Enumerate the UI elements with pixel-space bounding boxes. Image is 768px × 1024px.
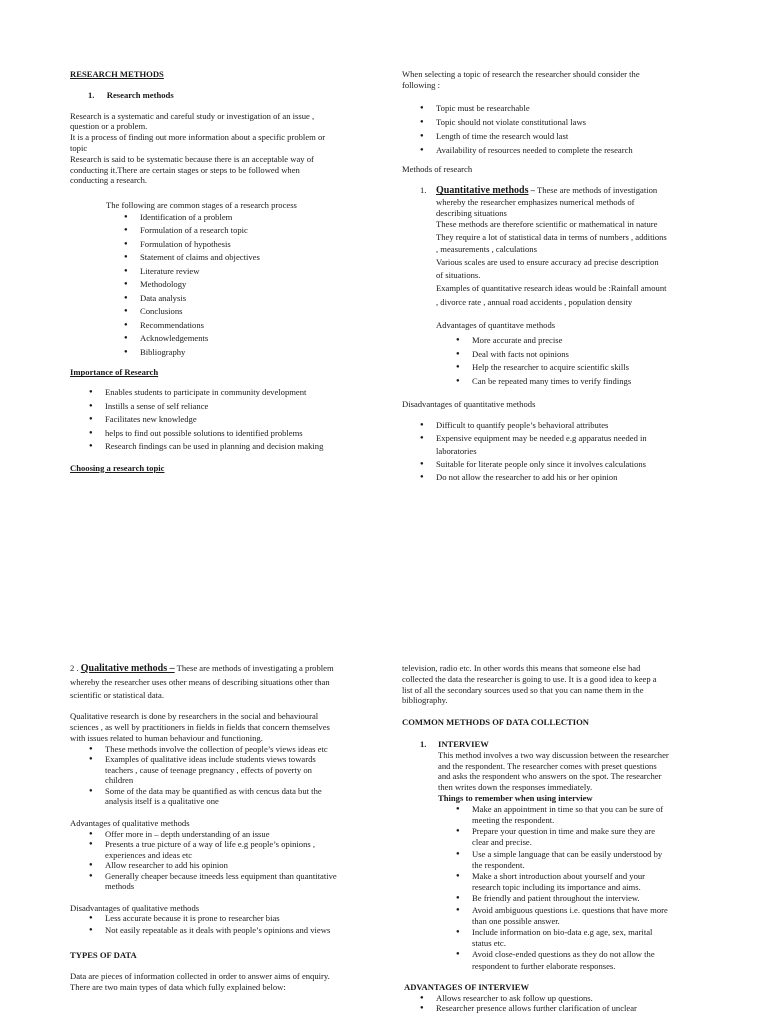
list-item: ● Less accurate because it is prone to researcher bias	[105, 913, 370, 925]
list-item	[436, 458, 702, 471]
list-item: ● Bibliography	[140, 346, 370, 360]
item-text: Include information on bio-data e.g age, sex, marital	[472, 927, 653, 937]
quant-line: Various scales are used to ensure accuracy ad precise description	[436, 257, 659, 268]
item-text: Some of the data may be quantified as with cencus data but the	[105, 785, 322, 796]
list-item: ● Can be repeated many times to verify findings	[472, 375, 702, 389]
qual-advantages-title: Advantages of qualitative methods	[70, 817, 190, 828]
research-methods-heading	[70, 90, 370, 101]
list-item: ● Availability of resources needed to complete the research	[436, 143, 702, 157]
item-text: Suitable for literate people only since it involves calculations	[436, 458, 647, 469]
intro-line: It is a process of finding out more information about a specific problem or	[70, 132, 326, 143]
item-text: analysis itself is a qualitative one	[105, 796, 219, 807]
item-text: Allow researcher to add his opinion	[105, 860, 228, 871]
qual-line: whereby the researcher uses other means of describing situations other than	[70, 676, 330, 687]
list-item	[472, 893, 712, 904]
quant-line: These are methods of investigation	[534, 185, 658, 196]
topic-intro-line: following :	[402, 79, 440, 90]
item-text: Make a short introduction about yourself and your	[472, 870, 646, 881]
types-line: There are two main types of data which fully explained below:	[70, 981, 286, 992]
qual-advantages-list	[70, 829, 370, 892]
item-text: Use a simple language that can be easily understood by	[472, 848, 663, 859]
stages-intro: The following are common stages of a research process	[106, 200, 297, 211]
item-text: Prepare your question in time and make sure they are	[472, 826, 656, 837]
list-item: ● Identification of a problem	[140, 211, 370, 225]
quantitative-title: Quantitative methods	[436, 185, 529, 197]
qual-para-line: sciences , as well by practitioners in fields in fields that concern themselves	[70, 722, 330, 733]
intro-line: conducting a research.	[70, 175, 148, 186]
quant-line: describing situations	[436, 207, 507, 218]
item-text: experiences and ideas etc	[105, 849, 193, 860]
secondary-line: television, radio etc. In other words this means that someone else had	[402, 663, 641, 673]
page2-right-column	[402, 663, 712, 1014]
interview-title: INTERVIEW	[438, 738, 489, 749]
list-item: ● Researcher presence allows further clarification of unclear	[436, 1003, 712, 1014]
quantitative-dash: –	[528, 185, 535, 196]
quant-line: They require a lot of statistical data in terms of numbers , additions	[436, 231, 667, 242]
list-item	[105, 839, 370, 860]
intro-line: question or a problem.	[70, 121, 148, 132]
advantages-of-interview-title: ADVANTAGES OF INTERVIEW	[404, 981, 530, 992]
types-of-data-title: TYPES OF DATA	[70, 950, 137, 961]
list-item	[105, 744, 370, 755]
list-item: ● Enables students to participate in community development	[105, 386, 370, 400]
page1-right-column	[402, 69, 702, 484]
choosing-topic-title: Choosing a research topic	[70, 462, 165, 473]
item-text: Do not allow the researcher to add his or her opinion	[436, 471, 618, 482]
things-list	[438, 804, 712, 972]
quantitative-section	[402, 185, 702, 388]
quant-disadvantages-title: Disadvantages of quantitative methods	[402, 399, 536, 410]
page1-left-column	[70, 69, 370, 474]
research-intro	[70, 111, 370, 187]
list-item	[472, 905, 712, 927]
item-text: meeting the respondent.	[472, 814, 555, 825]
things-to-remember-title: Things to remember when using interview	[438, 792, 593, 803]
quant-line: , divorce rate , annual road accidents , population density	[436, 296, 633, 307]
list-item	[472, 826, 712, 848]
secondary-line: bibliography.	[402, 695, 448, 706]
quant-advantages-title: Advantages of quantitave methods	[436, 320, 556, 331]
quant-line: , measurements , calculations	[436, 244, 537, 255]
list-item: ● Formulation of a research topic	[140, 224, 370, 238]
item-text: laboratories	[436, 445, 477, 456]
qual-disadvantages-list	[70, 913, 370, 936]
list-item	[105, 860, 370, 871]
list-item: ● Length of time the research would last	[436, 129, 702, 143]
research-methods-title: RESEARCH METHODS	[70, 69, 164, 79]
list-item: ● Formulation of hypothesis	[140, 238, 370, 252]
page2-left-column	[70, 663, 370, 993]
qualitative-number: 2 .	[70, 663, 79, 673]
item-text: Expensive equipment may be needed e.g apparatus needed in	[436, 432, 647, 443]
list-item	[472, 871, 712, 893]
item-text: status etc.	[472, 938, 506, 949]
list-item: ● Recommendations	[140, 319, 370, 333]
heading-text: Research methods	[106, 89, 174, 100]
list-item: ● Data analysis	[140, 292, 370, 306]
list-item: ● Deal with facts not opinions	[472, 348, 702, 362]
item-text: than one possible answer.	[472, 915, 560, 926]
interview-line: This method involves a two way discussion between the researcher	[438, 749, 669, 760]
item-text: respondent to further elaborate responses.	[472, 960, 616, 971]
qual-items-list	[70, 744, 370, 807]
considerations-list	[402, 101, 702, 157]
interview-number: 1.	[420, 738, 427, 749]
item-text: methods	[105, 881, 135, 892]
list-item: ● Topic must be researchable	[436, 101, 702, 115]
list-item: ● Conclusions	[140, 305, 370, 319]
qual-line: scientific or statistical data.	[70, 689, 165, 700]
qual-disadvantages-title: Disadvantages of qualitative methods	[70, 902, 200, 913]
importance-list	[70, 386, 370, 454]
stages-list	[70, 211, 370, 360]
list-item: ● More accurate and precise	[472, 334, 702, 348]
intro-line: conducting it.There are certain stages or steps to be followed when	[70, 164, 300, 175]
qual-line: These are methods of investigating a problem	[174, 663, 334, 673]
qual-para-line: Qualitative research is done by researchers in the social and behavioural	[70, 711, 319, 722]
item-text: Generally cheaper because itneeds less equipment than quantitative	[105, 870, 337, 881]
quant-advantages-list	[436, 334, 702, 388]
quantitative-number: 1.	[420, 185, 427, 196]
list-item	[436, 419, 702, 432]
list-item: ● Topic should not violate constitutional laws	[436, 115, 702, 129]
qual-para-line: with issues related to human behaviour and functioning.	[70, 732, 263, 743]
list-item	[105, 871, 370, 892]
list-item: ● Statement of claims and objectives	[140, 251, 370, 265]
quant-line: Examples of quantitative research ideas would be :Rainfall amount	[436, 282, 667, 293]
item-text: Make an appointment in time so that you can be sure of	[472, 803, 664, 814]
list-item	[472, 927, 712, 949]
list-item: ● Facilitates new knowledge	[105, 413, 370, 427]
list-item	[472, 849, 712, 871]
interview-line: and the respondent. The researcher comes with preset questions	[438, 760, 657, 771]
item-text: Avoid ambiguous questions i.e. questions that have more	[472, 904, 668, 915]
item-text: Examples of qualitative ideas include students views towards	[105, 754, 316, 765]
item-text: children	[105, 775, 134, 786]
importance-title: Importance of Research	[70, 367, 159, 378]
item-text: Avoid close-ended questions as they do not allow the	[472, 949, 655, 960]
quant-disadvantages-list	[402, 419, 702, 484]
interview-section	[402, 739, 712, 972]
item-text: These methods involve the collection of people’s views ideas etc	[105, 743, 328, 754]
secondary-line: list of all the secondary sources used so that you can name them in the	[402, 684, 644, 695]
interview-line: then writes down the responses immediately.	[438, 782, 593, 793]
list-item	[472, 949, 712, 971]
list-item	[436, 432, 702, 458]
item-text: Presents a true picture of a way of life e.g people’s opinions ,	[105, 839, 316, 850]
item-text: the respondent.	[472, 859, 525, 870]
list-item: ● Allows researcher to ask follow up questions.	[436, 993, 712, 1004]
list-item	[105, 754, 370, 786]
quant-line: whereby the researcher emphasizes numerical methods of	[436, 197, 635, 208]
item-text: Offer more in – depth understanding of an issue	[105, 828, 270, 839]
item-text: Be friendly and patient throughout the interview.	[472, 893, 640, 904]
qualitative-title: Qualitative methods –	[80, 663, 175, 674]
item-text: clear and precise.	[472, 837, 532, 848]
types-line: Data are pieces of information collected in order to answer aims of enquiry.	[70, 971, 330, 982]
intro-line: Research is said to be systematic because there is an acceptable way of	[70, 153, 314, 164]
intro-line: topic	[70, 142, 88, 153]
list-item	[472, 804, 712, 826]
list-item	[436, 471, 702, 484]
list-item: ● Acknowledgements	[140, 332, 370, 346]
common-methods-title: COMMON METHODS OF DATA COLLECTION	[402, 717, 590, 728]
list-item: ● Not easily repeatable as it deals with people’s opinions and views	[105, 925, 370, 937]
list-item	[105, 786, 370, 807]
list-item: ● Instills a sense of self reliance	[105, 400, 370, 414]
methods-of-research-title: Methods of research	[402, 163, 473, 174]
secondary-line: collected the data the researcher is going to use. It is a good idea to keep a	[402, 673, 657, 684]
quant-line: These methods are therefore scientific or mathematical in nature	[436, 218, 658, 229]
item-text: teachers , cause of teenage pregnancy , effects of poverty on	[105, 764, 312, 775]
interview-advantages-list	[402, 993, 712, 1015]
list-item: ● helps to find out possible solutions to identified problems	[105, 427, 370, 441]
item-text: research topic including its importance and aims.	[472, 882, 641, 893]
list-item: ● Research findings can be used in planning and decision making	[105, 440, 370, 454]
list-item: ● Help the researcher to acquire scientific skills	[472, 361, 702, 375]
list-item: ● Methodology	[140, 278, 370, 292]
list-item: ● Literature review	[140, 265, 370, 279]
list-item	[105, 829, 370, 840]
heading-number: 1.	[88, 89, 95, 100]
quant-line: of situations.	[436, 269, 481, 280]
item-text: Difficult to quantify people’s behavioral attributes	[436, 419, 609, 430]
topic-intro-line: When selecting a topic of research the researcher should consider the	[402, 69, 640, 79]
intro-line: Research is a systematic and careful study or investigation of an issue ,	[70, 110, 315, 121]
interview-line: and asks the respondent who answers on the spot. The researcher	[438, 771, 662, 782]
